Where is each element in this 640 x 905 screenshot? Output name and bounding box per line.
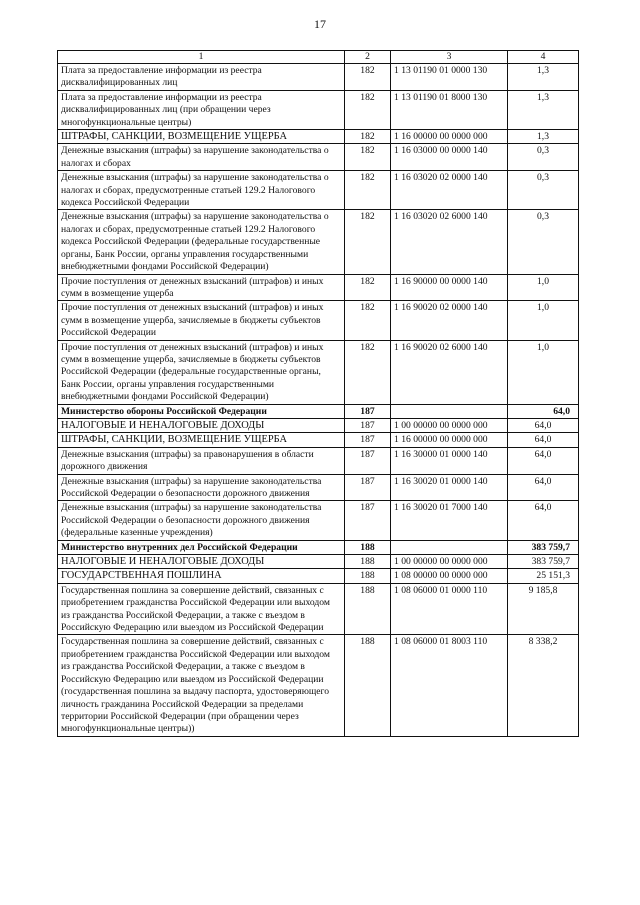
row-amount-cell: 1,3 [508,64,579,91]
column-header-amount: 4 [508,51,579,64]
table-row [58,447,579,474]
table-row [58,144,579,171]
row-amount-cell: 0,3 [508,210,579,274]
row-admin-code-cell: 182 [345,274,391,301]
row-name-cell: Государственная пошлина за совершение действий, связанных с приобретением гражданства Российской Федерации или выходом из гражданства Российской Федерации, а также с въездом в Российскую Федерацию или выездом из Российской Федерации [58,583,345,635]
table-row [58,635,579,736]
row-admin-code-cell: 188 [345,540,391,554]
table-body [58,64,579,737]
row-amount-cell: 383 759,7 [508,540,579,554]
row-admin-code-cell: 182 [345,301,391,340]
column-header-code: 3 [391,51,508,64]
column-header-name: 1 [58,51,345,64]
row-amount-cell: 64,0 [508,447,579,474]
table-row [58,130,579,144]
row-admin-code-cell: 188 [345,555,391,569]
row-admin-code-cell: 187 [345,418,391,432]
row-name-cell: Плата за предоставление информации из реестра дисквалифицированных лиц [58,64,345,91]
row-amount-cell: 8 338,2 [508,635,579,736]
row-admin-code-cell: 188 [345,635,391,736]
table-row [58,210,579,274]
table-row [58,64,579,91]
table-row [58,433,579,447]
row-amount-cell: 64,0 [508,418,579,432]
row-admin-code-cell: 187 [345,474,391,501]
row-amount-cell: 64,0 [508,404,579,418]
row-budget-code-cell: 1 00 00000 00 0000 000 [391,555,508,569]
table-row [58,274,579,301]
row-name-cell: НАЛОГОВЫЕ И НЕНАЛОГОВЫЕ ДОХОДЫ [58,555,345,569]
row-name-cell: Денежные взыскания (штрафы) за нарушение законодательства о налогах и сборах, предусмотренные статьей 129.2 Налогового кодекса Российской Федерации [58,171,345,210]
row-name-cell: Денежные взыскания (штрафы) за нарушение законодательства Российской Федерации о безопасности дорожного движения [58,474,345,501]
row-name-cell: ШТРАФЫ, САНКЦИИ, ВОЗМЕЩЕНИЕ УЩЕРБА [58,433,345,447]
row-name-cell: НАЛОГОВЫЕ И НЕНАЛОГОВЫЕ ДОХОДЫ [58,418,345,432]
row-admin-code-cell: 187 [345,404,391,418]
table-row [58,171,579,210]
row-budget-code-cell: 1 16 00000 00 0000 000 [391,130,508,144]
row-admin-code-cell: 188 [345,583,391,635]
row-name-cell: Денежные взыскания (штрафы) за правонарушения в области дорожного движения [58,447,345,474]
row-admin-code-cell: 182 [345,210,391,274]
row-amount-cell: 1,0 [508,274,579,301]
row-admin-code-cell: 182 [345,144,391,171]
row-amount-cell: 1,0 [508,301,579,340]
row-name-cell: Министерство внутренних дел Российской Федерации [58,540,345,554]
row-amount-cell: 64,0 [508,501,579,540]
row-name-cell: Прочие поступления от денежных взысканий (штрафов) и иных сумм в возмещение ущерба [58,274,345,301]
table-row [58,583,579,635]
page-number: 17 [314,17,326,31]
row-budget-code-cell [391,540,508,554]
row-name-cell: ШТРАФЫ, САНКЦИИ, ВОЗМЕЩЕНИЕ УЩЕРБА [58,130,345,144]
row-admin-code-cell: 187 [345,501,391,540]
row-budget-code-cell: 1 16 00000 00 0000 000 [391,433,508,447]
table-row [58,418,579,432]
table-row [58,555,579,569]
row-budget-code-cell: 1 16 03020 02 0000 140 [391,171,508,210]
row-amount-cell: 64,0 [508,474,579,501]
row-budget-code-cell [391,404,508,418]
row-amount-cell: 1,0 [508,340,579,404]
row-name-cell: Государственная пошлина за совершение действий, связанных с приобретением гражданства Российской Федерации или выходом из гражданства Российской Федерации, а также с въездом в Российскую Федерацию или выездом из Российской Федерации (государственная пошлина за выдачу паспорта, удостоверяющего личность гражданина Российской Федерации за пределами территории Российской Федерации (при обращении через многофункциональные центры)) [58,635,345,736]
row-name-cell: Плата за предоставление информации из реестра дисквалифицированных лиц (при обращении через многофункциональные центры) [58,90,345,129]
row-budget-code-cell: 1 08 06000 01 0000 110 [391,583,508,635]
row-name-cell: ГОСУДАРСТВЕННАЯ ПОШЛИНА [58,569,345,583]
row-budget-code-cell: 1 16 90020 02 0000 140 [391,301,508,340]
row-admin-code-cell: 182 [345,64,391,91]
row-budget-code-cell: 1 16 30020 01 7000 140 [391,501,508,540]
row-budget-code-cell: 1 00 00000 00 0000 000 [391,418,508,432]
column-header-admin: 2 [345,51,391,64]
row-budget-code-cell: 1 13 01190 01 8000 130 [391,90,508,129]
row-amount-cell: 1,3 [508,130,579,144]
row-budget-code-cell: 1 16 30000 01 0000 140 [391,447,508,474]
row-amount-cell: 0,3 [508,144,579,171]
row-name-cell: Прочие поступления от денежных взысканий (штрафов) и иных сумм в возмещение ущерба, зачисляемые в бюджеты субъектов Российской Федерации [58,301,345,340]
row-name-cell: Прочие поступления от денежных взысканий (штрафов) и иных сумм в возмещение ущерба, зачисляемые в бюджеты субъектов Российской Федерации (федеральные государственные органы, Банк России, органы управления государственными внебюджетными фондами Российской Федерации) [58,340,345,404]
row-budget-code-cell: 1 16 90020 02 6000 140 [391,340,508,404]
row-budget-code-cell: 1 16 30020 01 0000 140 [391,474,508,501]
row-amount-cell: 0,3 [508,171,579,210]
row-amount-cell: 383 759,7 [508,555,579,569]
row-admin-code-cell: 182 [345,130,391,144]
table-row [58,501,579,540]
table-row [58,474,579,501]
row-name-cell: Денежные взыскания (штрафы) за нарушение законодательства о налогах и сборах [58,144,345,171]
row-admin-code-cell: 182 [345,171,391,210]
row-admin-code-cell: 187 [345,433,391,447]
row-amount-cell: 64,0 [508,433,579,447]
row-name-cell: Денежные взыскания (штрафы) за нарушение законодательства Российской Федерации о безопасности дорожного движения (федеральные казенные учреждения) [58,501,345,540]
row-name-cell: Министерство обороны Российской Федерации [58,404,345,418]
row-budget-code-cell: 1 13 01190 01 0000 130 [391,64,508,91]
row-admin-code-cell: 188 [345,569,391,583]
table-row [58,301,579,340]
row-budget-code-cell: 1 08 00000 00 0000 000 [391,569,508,583]
table-row [58,540,579,554]
row-amount-cell: 1,3 [508,90,579,129]
table-row [58,340,579,404]
row-budget-code-cell: 1 16 03000 00 0000 140 [391,144,508,171]
row-budget-code-cell: 1 16 03020 02 6000 140 [391,210,508,274]
row-amount-cell: 25 151,3 [508,569,579,583]
table-row [58,90,579,129]
budget-revenue-table [57,50,579,737]
row-budget-code-cell: 1 08 06000 01 8003 110 [391,635,508,736]
row-admin-code-cell: 187 [345,447,391,474]
row-admin-code-cell: 182 [345,340,391,404]
table-header-row [58,51,579,64]
table-row [58,404,579,418]
row-name-cell: Денежные взыскания (штрафы) за нарушение законодательства о налогах и сборах, предусмотренные статьей 129.2 Налогового кодекса Российской Федерации (федеральные государственные органы, Банк России, органы управления государственными внебюджетными фондами Российской Федерации) [58,210,345,274]
row-amount-cell: 9 185,8 [508,583,579,635]
table-row [58,569,579,583]
row-budget-code-cell: 1 16 90000 00 0000 140 [391,274,508,301]
row-admin-code-cell: 182 [345,90,391,129]
